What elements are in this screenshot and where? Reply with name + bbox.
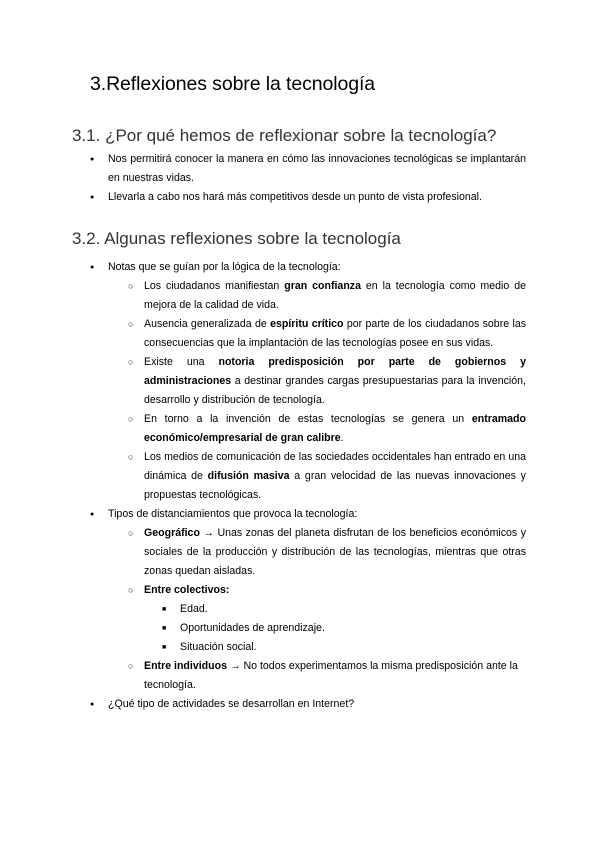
list-item: ■ Edad. [180, 600, 526, 619]
section-heading-3-2: 3.2. Algunas reflexiones sobre la tecnología [72, 229, 401, 248]
notas-sublist [108, 277, 526, 505]
list-item-tipos [108, 505, 526, 695]
list-item: ○ Existe una notoria predisposición por parte de gobiernos y administraciones a destinar grandes cargas presupuestarias para la invención, desarrollo y distribución de tecnología. [144, 353, 526, 410]
list-item-pregunta: ● ¿Qué tipo de actividades se desarrollan en Internet? [108, 695, 526, 714]
section-3-2-list [108, 258, 526, 714]
list-item-individuos: ○ Entre individuos → No todos experimentamos la misma predisposición ante la tecnología. [144, 657, 526, 695]
list-item: ● Llevarla a cabo nos hará más competitivos desde un punto de vista profesional. [108, 188, 526, 207]
section-heading-3-1: 3.1. ¿Por qué hemos de reflexionar sobre la tecnología? [72, 126, 497, 145]
list-item: ■ Oportunidades de aprendizaje. [180, 619, 526, 638]
list-item: ○ Ausencia generalizada de espíritu crítico por parte de los ciudadanos sobre las consecuencias que la implantación de las tecnologías posee en sus vidas. [144, 315, 526, 353]
section-3-1-list [108, 150, 526, 207]
notas-label: Notas que se guían por la lógica de la tecnología: [108, 261, 341, 273]
page-title: 3.Reflexiones sobre la tecnología [90, 73, 376, 95]
list-item: ○ Los ciudadanos manifiestan gran confianza en la tecnología como medio de mejora de la calidad de vida. [144, 277, 526, 315]
list-item: ● Nos permitirá conocer la manera en cómo las innovaciones tecnológicas se implantarán en nuestras vidas. [108, 150, 526, 188]
list-item-notas [108, 258, 526, 505]
list-item: ○ Los medios de comunicación de las sociedades occidentales han entrado en una dinámica de difusión masiva a gran velocidad de las nuevas innovaciones y propuestas tecnológicas. [144, 448, 526, 505]
list-item: ○ En torno a la invención de estas tecnologías se genera un entramado económico/empresarial de gran calibre. [144, 410, 526, 448]
colectivos-sublist [144, 600, 526, 657]
tipos-sublist [108, 524, 526, 695]
list-item: ■ Situación social. [180, 638, 526, 657]
tipos-label: Tipos de distanciamientos que provoca la tecnología: [108, 508, 358, 520]
list-item-colectivos: ○ Entre colectivos: ■ Edad. ■ Oportunidades de aprendizaje. ■ Situación social. [144, 581, 526, 657]
list-item-geografico: ○ Geográfico → Unas zonas del planeta disfrutan de los beneficios económicos y sociales de la producción y distribución de las tecnologías, mientras que otras zonas quedan aisladas. [144, 524, 526, 581]
